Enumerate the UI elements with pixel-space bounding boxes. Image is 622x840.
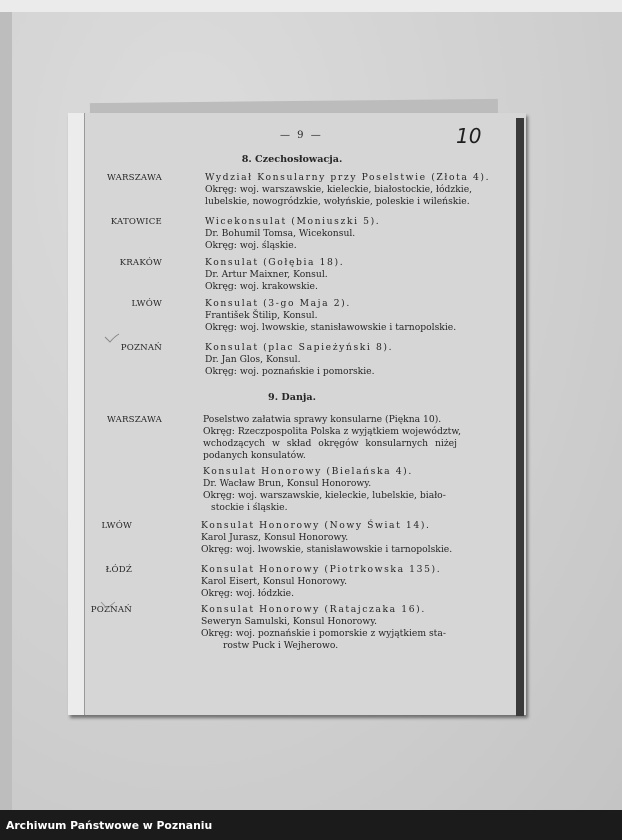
svg-text:10: 10 (456, 124, 482, 148)
city-name: LWÓW (101, 521, 132, 531)
entry-text (205, 298, 483, 334)
entry-line: Okręg: woj. poznańskie i pomorskie. (205, 366, 375, 377)
entry-line: Konsulat Honorowy (Ratajczaka 16). (201, 604, 426, 615)
city-name: KATOWICE (110, 217, 162, 227)
entry-line: Poselstwo załatwia sprawy konsularne (Piękna 10). (203, 414, 442, 425)
section-heading: 9. Danja. (268, 392, 316, 403)
entry-line: Okręg: woj. warszawskie, kieleckie, białostockie, łódzkie, (205, 184, 473, 195)
entry-line: Wydział Konsularny przy Poselstwie (Złota 4). (205, 172, 491, 183)
archive-footer-bar (0, 810, 622, 840)
entry-line: lubelskie, nowogródzkie, wołyńskie, poleskie i wileńskie. (205, 196, 470, 207)
city-name: ŁÓDŹ (105, 565, 132, 575)
entry-line: wchodzących w skład okręgów konsularnych niżej (203, 438, 457, 449)
handwritten-page-number (456, 124, 484, 148)
entry-line: Konsulat Honorowy (Piotrkowska 135). (201, 564, 442, 575)
archive-name: Archiwum Państwowe w Poznaniu (6, 819, 213, 832)
entry-text (201, 604, 479, 652)
entry-line: Karol Eisert, Konsul Honorowy. (201, 576, 348, 587)
scan-left-edge (0, 12, 12, 810)
city-name: KRAKÓW (119, 258, 162, 268)
entry-line: Karol Jurasz, Konsul Honorowy. (201, 532, 349, 543)
entry-line: Okręg: woj. śląskie. (205, 240, 297, 251)
page-shadow-edge (516, 118, 524, 716)
city-name: WARSZAWA (106, 173, 162, 183)
entry-line: Konsulat (3-go Maja 2). (205, 298, 351, 309)
section-heading: 8. Czechosłowacja. (241, 154, 343, 165)
entry-line: Dr. Bohumil Tomsa, Wicekonsul. (205, 228, 356, 239)
entry-line: Okręg: woj. warszawskie, kieleckie, lubelskie, biało- (203, 490, 446, 501)
entry-line: Wicekonsulat (Moniuszki 5). (205, 216, 381, 227)
city-name: LWÓW (131, 299, 162, 309)
entry-line: Okręg: woj. lwowskie, stanisławowskie i tarnopolskie. (205, 322, 457, 333)
entry-line: František Štilip, Konsul. (205, 310, 318, 321)
entry-line: Konsulat Honorowy (Bielańska 4). (203, 466, 413, 477)
entry-line: stockie i śląskie. (211, 502, 288, 513)
entry-text (205, 342, 483, 378)
entry-line: Seweryn Samulski, Konsul Honorowy. (201, 616, 378, 627)
entry-text (201, 564, 479, 600)
page-number: — 9 — (280, 130, 323, 141)
city-name: WARSZAWA (106, 415, 162, 425)
entry-line: Konsulat (plac Sapieżyński 8). (205, 342, 394, 353)
entry-line: Okręg: woj. poznańskie i pomorskie z wyjątkiem sta- (201, 628, 446, 639)
entry-line: Okręg: woj. krakowskie. (205, 281, 318, 292)
entry-line: Dr. Jan Glos, Konsul. (205, 354, 301, 365)
page-binding-fold (68, 113, 85, 715)
city-name: POZNAŃ (90, 605, 132, 615)
entry-line: Konsulat (Gołębia 18). (205, 257, 345, 268)
entry-text (205, 216, 483, 252)
city-name: POZNAŃ (120, 343, 162, 353)
entry-line: Konsulat Honorowy (Nowy Świat 14). (201, 520, 431, 531)
pencil-tick-mark (100, 600, 116, 610)
entry-text (205, 257, 483, 293)
entry-line: podanych konsulatów. (203, 450, 306, 461)
entry-text (203, 414, 481, 462)
pencil-tick-mark (104, 333, 120, 343)
entry-text (203, 466, 481, 514)
entry-text (205, 172, 491, 208)
entry-text (201, 520, 479, 556)
scan-top-strip (0, 0, 622, 12)
entry-line: rostw Puck i Wejherowo. (223, 640, 339, 651)
entry-line: Okręg: woj. łódzkie. (201, 588, 295, 599)
entry-line: Okręg: Rzeczpospolita Polska z wyjątkiem województw, (203, 426, 462, 437)
entry-line: Okręg: woj. lwowskie, stanisławowskie i tarnopolskie. (201, 544, 453, 555)
entry-line: Dr. Artur Maixner, Konsul. (205, 269, 328, 280)
entry-line: Dr. Wacław Brun, Konsul Honorowy. (203, 478, 372, 489)
